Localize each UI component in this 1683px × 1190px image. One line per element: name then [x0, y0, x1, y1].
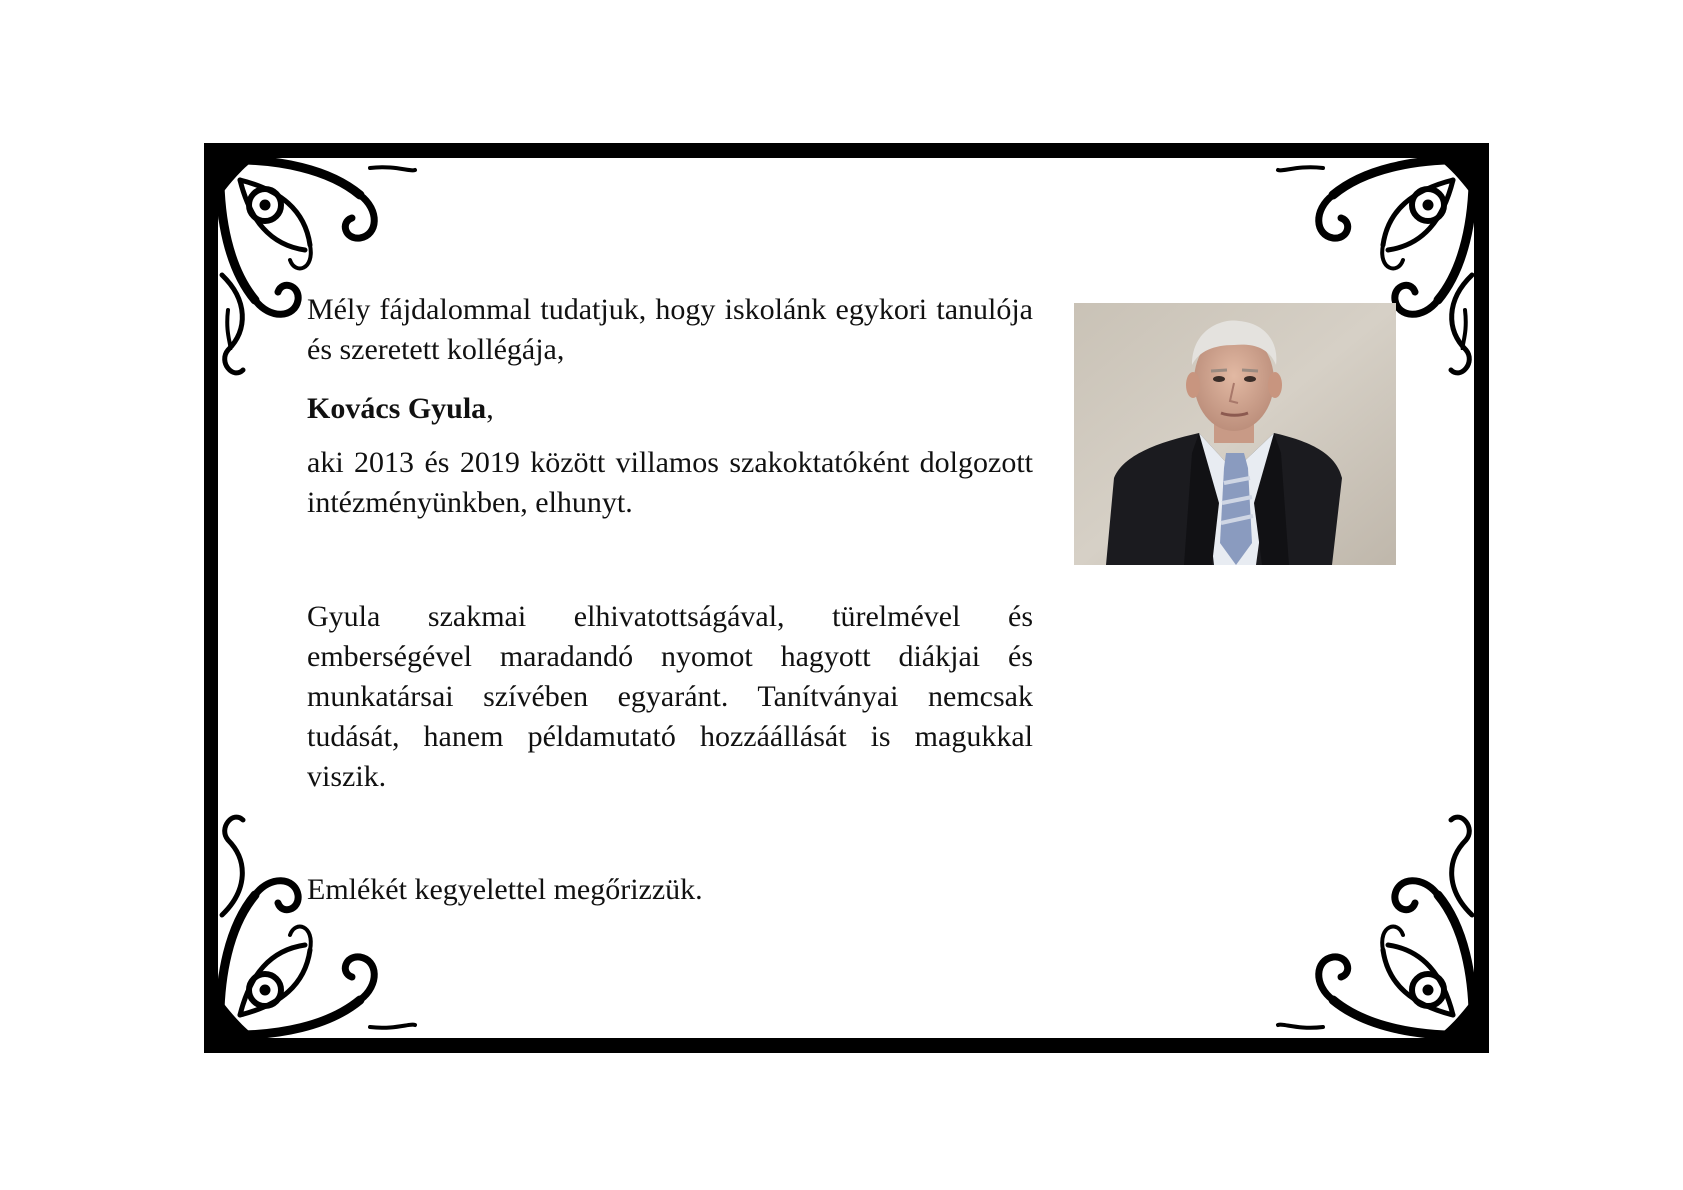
closing-text: Emlékét kegyelettel megőrizzük. — [307, 873, 703, 906]
tribute-text: Gyula szakmai elhivatottságával, türelmével és emberségével maradandó nyomot hagyott diákjai és munkatársai szívében egyaránt. Tanítványai nemcsak tudását, hanem példamutató hozzáállását is magukkal viszik. — [307, 600, 1033, 793]
deceased-name-line — [307, 389, 1033, 429]
deceased-name: Kovács Gyula — [307, 392, 487, 425]
side-scroll-icon — [1436, 270, 1476, 390]
portrait-photo — [1074, 303, 1396, 565]
service-text: aki 2013 és 2019 között villamos szakoktatóként dolgozott intézményünkben, elhunyt. — [307, 446, 1033, 519]
side-scroll-icon — [218, 800, 258, 920]
opening-text: Mély fájdalommal tudatjuk, hogy iskolánk egykori tanulója és szeretett kollégája, — [307, 293, 1033, 366]
side-scroll-icon — [218, 270, 258, 390]
side-scroll-icon — [1436, 800, 1476, 920]
name-suffix: , — [486, 392, 494, 425]
